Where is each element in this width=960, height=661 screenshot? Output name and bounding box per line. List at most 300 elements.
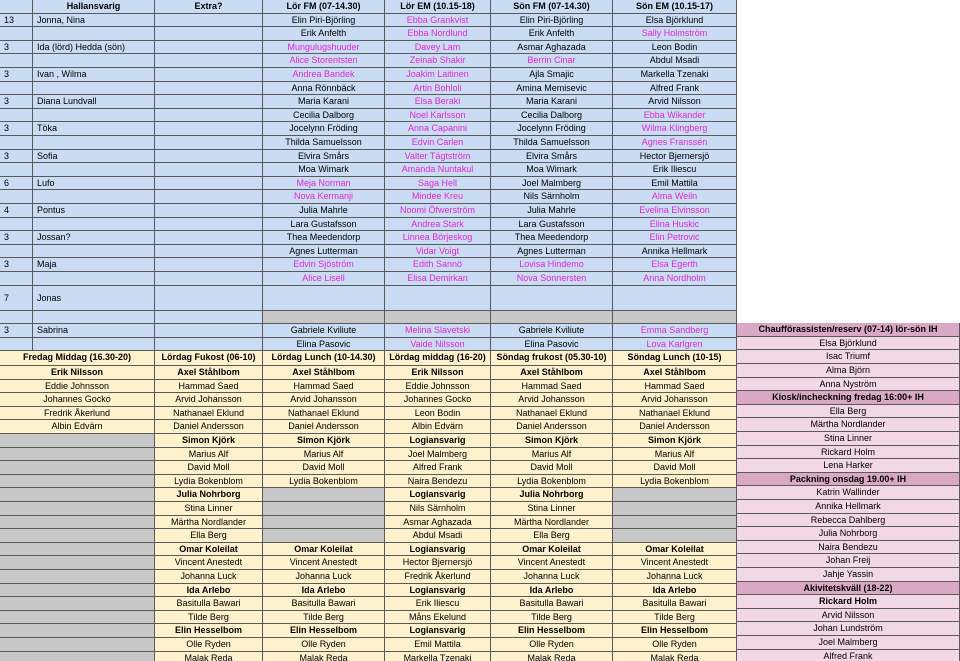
shift-person[interactable]: Elina Huskic xyxy=(613,218,737,232)
task-person[interactable]: Rickard Holm xyxy=(737,595,960,609)
hallansvarig-name[interactable] xyxy=(33,338,155,352)
extra-cell[interactable] xyxy=(155,27,263,41)
meal-person[interactable]: Vincent Anestedt xyxy=(155,556,263,570)
shift-person[interactable]: Erik Iliescu xyxy=(613,163,737,177)
meal-person[interactable]: Albin Edvärn xyxy=(0,420,155,434)
hallansvarig-name[interactable]: Ida (lörd) Hedda (sön) xyxy=(33,41,155,55)
meal-person[interactable]: Ida Arlebo xyxy=(263,584,385,598)
task-person[interactable]: Julia Nohrborg xyxy=(737,527,960,541)
meal-person[interactable]: Marius Alf xyxy=(491,448,613,462)
task-header[interactable]: Akivitetskväll (18-22) xyxy=(737,582,960,596)
meal-person[interactable]: Vincent Anestedt xyxy=(263,556,385,570)
task-person[interactable]: Märtha Nordlander xyxy=(737,418,960,432)
shift-person[interactable]: Alice Storentsten xyxy=(263,54,385,68)
meal-person[interactable]: Daniel Andersson xyxy=(155,420,263,434)
shift-person[interactable]: Elsa Beraki xyxy=(385,95,491,109)
shift-person[interactable]: Cecilia Dalborg xyxy=(263,109,385,123)
hallansvarig-name[interactable]: Diana Lundvall xyxy=(33,95,155,109)
extra-cell[interactable] xyxy=(155,338,263,352)
header-column[interactable]: Extra? xyxy=(155,0,263,14)
meal-person[interactable]: Logiansvarig xyxy=(385,624,491,638)
shift-person[interactable]: Mungulugshuuder xyxy=(263,41,385,55)
meal-person[interactable] xyxy=(0,461,155,475)
group-number[interactable] xyxy=(0,338,33,352)
meal-person[interactable]: Albin Edvärn xyxy=(385,420,491,434)
header-column[interactable]: Sön EM (10.15-17) xyxy=(613,0,737,14)
shift-person[interactable]: Emil Mattila xyxy=(613,177,737,191)
meal-person[interactable]: Simon Kjörk xyxy=(263,434,385,448)
meal-person[interactable]: Daniel Andersson xyxy=(491,420,613,434)
meal-person[interactable]: Basitulla Bawari xyxy=(613,597,737,611)
blank-area[interactable] xyxy=(737,0,960,323)
task-person[interactable]: Lena Harker xyxy=(737,459,960,473)
shift-person[interactable] xyxy=(491,311,613,325)
group-number[interactable]: 3 xyxy=(0,150,33,164)
meal-person[interactable]: Nathanael Eklund xyxy=(263,407,385,421)
extra-cell[interactable] xyxy=(155,95,263,109)
task-person[interactable]: Joel Malmberg xyxy=(737,636,960,650)
hallansvarig-name[interactable]: Lufo xyxy=(33,177,155,191)
group-number[interactable] xyxy=(0,54,33,68)
shift-person[interactable]: Elisa Demirkan xyxy=(385,272,491,286)
shift-person[interactable]: Agnes Lutterman xyxy=(491,245,613,259)
group-number[interactable]: 6 xyxy=(0,177,33,191)
meal-person[interactable]: Tilde Berg xyxy=(491,611,613,625)
meal-person[interactable]: Elin Hesselbom xyxy=(491,624,613,638)
meal-person[interactable]: Omar Koleilat xyxy=(155,543,263,557)
meal-person[interactable] xyxy=(0,543,155,557)
shift-person[interactable]: Alma Weiln xyxy=(613,190,737,204)
task-person[interactable]: Johan Lundström xyxy=(737,622,960,636)
meal-person[interactable]: Julia Nohrborg xyxy=(491,488,613,502)
meal-person[interactable]: Ella Berg xyxy=(491,529,613,543)
shift-person[interactable]: Maria Karani xyxy=(491,95,613,109)
meal-person[interactable]: Johanna Luck xyxy=(263,570,385,584)
meal-person[interactable] xyxy=(263,516,385,530)
meal-person[interactable]: Nathanael Eklund xyxy=(613,407,737,421)
header-column[interactable]: Lör EM (10.15-18) xyxy=(385,0,491,14)
meal-person[interactable]: Olle Ryden xyxy=(263,638,385,652)
hallansvarig-name[interactable]: Pontus xyxy=(33,204,155,218)
hallansvarig-name[interactable] xyxy=(33,218,155,232)
meal-person[interactable]: Alfred Frank xyxy=(385,461,491,475)
shift-person[interactable] xyxy=(491,286,613,311)
task-person[interactable]: Alma Björn xyxy=(737,364,960,378)
shift-person[interactable]: Vidar Voigt xyxy=(385,245,491,259)
extra-cell[interactable] xyxy=(155,324,263,338)
extra-cell[interactable] xyxy=(155,258,263,272)
meal-header[interactable]: Lördag Fukost (06-10) xyxy=(155,351,263,366)
meal-person[interactable]: Nathanael Eklund xyxy=(155,407,263,421)
meal-person[interactable]: Hammad Saed xyxy=(491,380,613,394)
shift-person[interactable]: Edith Sannö xyxy=(385,258,491,272)
hallansvarig-name[interactable]: Sabrina xyxy=(33,324,155,338)
meal-person[interactable] xyxy=(0,570,155,584)
extra-cell[interactable] xyxy=(155,286,263,311)
shift-person[interactable]: Joel Malmberg xyxy=(491,177,613,191)
meal-person[interactable]: Marius Alf xyxy=(155,448,263,462)
meal-person[interactable]: Omar Koleilat xyxy=(263,543,385,557)
meal-person[interactable]: Johanna Luck xyxy=(491,570,613,584)
meal-person[interactable]: Marius Alf xyxy=(613,448,737,462)
hallansvarig-name[interactable] xyxy=(33,136,155,150)
meal-header[interactable]: Lördag Lunch (10-14.30) xyxy=(263,351,385,366)
meal-person[interactable]: Hector Bjernersjö xyxy=(385,556,491,570)
meal-person[interactable]: Erik Iliescu xyxy=(385,597,491,611)
meal-person[interactable]: Ida Arlebo xyxy=(613,584,737,598)
meal-person[interactable] xyxy=(263,502,385,516)
hallansvarig-name[interactable] xyxy=(33,190,155,204)
meal-person[interactable]: Fredrik Åkerlund xyxy=(0,407,155,421)
group-number[interactable]: 4 xyxy=(0,204,33,218)
meal-person[interactable]: Erik Nilsson xyxy=(385,366,491,380)
meal-header[interactable]: Söndag Lunch (10-15) xyxy=(613,351,737,366)
hallansvarig-name[interactable]: Maja xyxy=(33,258,155,272)
group-number[interactable]: 3 xyxy=(0,231,33,245)
shift-person[interactable]: Moa Wimark xyxy=(263,163,385,177)
meal-person[interactable] xyxy=(0,556,155,570)
shift-person[interactable]: Amina Memisevic xyxy=(491,82,613,96)
meal-person[interactable]: Hammad Saed xyxy=(155,380,263,394)
shift-person[interactable]: Elvira Smårs xyxy=(263,150,385,164)
meal-person[interactable]: Axel Ståhlbom xyxy=(263,366,385,380)
meal-person[interactable]: Arvid Johansson xyxy=(491,393,613,407)
meal-person[interactable]: Nils Särnholm xyxy=(385,502,491,516)
meal-person[interactable] xyxy=(0,475,155,489)
shift-person[interactable]: Meja Norman xyxy=(263,177,385,191)
task-header[interactable]: Packning onsdag 19.00+ IH xyxy=(737,473,960,487)
meal-person[interactable]: Axel Ståhlbom xyxy=(613,366,737,380)
hallansvarig-name[interactable]: Sofia xyxy=(33,150,155,164)
meal-person[interactable] xyxy=(613,529,737,543)
shift-person[interactable]: Wilma Klingberg xyxy=(613,122,737,136)
shift-person[interactable]: Asmar Aghazada xyxy=(491,41,613,55)
meal-person[interactable]: David Moll xyxy=(613,461,737,475)
shift-person[interactable]: Berrin Cinar xyxy=(491,54,613,68)
extra-cell[interactable] xyxy=(155,54,263,68)
meal-person[interactable]: Olle Ryden xyxy=(613,638,737,652)
meal-person[interactable]: Nathanael Eklund xyxy=(491,407,613,421)
meal-person[interactable]: Tilde Berg xyxy=(613,611,737,625)
meal-person[interactable]: Asmar Aghazada xyxy=(385,516,491,530)
shift-person[interactable]: Jocelynn Fröding xyxy=(491,122,613,136)
hallansvarig-name[interactable]: Ivan , Wilma xyxy=(33,68,155,82)
group-number[interactable]: 3 xyxy=(0,324,33,338)
hallansvarig-name[interactable] xyxy=(33,245,155,259)
meal-person[interactable]: Johannes Gocko xyxy=(0,393,155,407)
meal-person[interactable] xyxy=(0,584,155,598)
shift-person[interactable]: Nils Särnholm xyxy=(491,190,613,204)
meal-person[interactable]: Ida Arlebo xyxy=(155,584,263,598)
shift-person[interactable]: Elvira Smårs xyxy=(491,150,613,164)
meal-person[interactable] xyxy=(613,488,737,502)
shift-person[interactable]: Abdul Msadi xyxy=(613,54,737,68)
hallansvarig-name[interactable]: Jossan? xyxy=(33,231,155,245)
shift-person[interactable] xyxy=(263,286,385,311)
shift-person[interactable]: Andrea Stark xyxy=(385,218,491,232)
shift-person[interactable]: Zeinab Shakir xyxy=(385,54,491,68)
meal-person[interactable]: Daniel Andersson xyxy=(613,420,737,434)
extra-cell[interactable] xyxy=(155,150,263,164)
meal-person[interactable] xyxy=(613,516,737,530)
shift-person[interactable] xyxy=(385,311,491,325)
shift-person[interactable]: Edvin Sjöström xyxy=(263,258,385,272)
task-person[interactable]: Jahje Yassin xyxy=(737,568,960,582)
shift-person[interactable]: Linnea Börjeskog xyxy=(385,231,491,245)
task-person[interactable]: Alfred Frank xyxy=(737,650,960,661)
meal-person[interactable]: Omar Koleilat xyxy=(491,543,613,557)
extra-cell[interactable] xyxy=(155,136,263,150)
meal-person[interactable]: David Moll xyxy=(491,461,613,475)
shift-person[interactable]: Melina Slavetski xyxy=(385,324,491,338)
shift-person[interactable]: Agnes Lutterman xyxy=(263,245,385,259)
meal-person[interactable]: Omar Koleilat xyxy=(613,543,737,557)
shift-person[interactable]: Sally Holmström xyxy=(613,27,737,41)
shift-person[interactable]: Alfred Frank xyxy=(613,82,737,96)
shift-person[interactable]: Elina Pasovic xyxy=(491,338,613,352)
task-person[interactable]: Isac Triumf xyxy=(737,350,960,364)
meal-person[interactable]: Lydia Bokenblom xyxy=(263,475,385,489)
meal-person[interactable]: Axel Ståhlbom xyxy=(155,366,263,380)
extra-cell[interactable] xyxy=(155,272,263,286)
header-column[interactable]: Sön FM (07-14.30) xyxy=(491,0,613,14)
shift-person[interactable]: Amanda Nuntakul xyxy=(385,163,491,177)
meal-person[interactable]: Lydia Bokenblom xyxy=(155,475,263,489)
shift-person[interactable]: Elin Piri-Björling xyxy=(491,14,613,28)
meal-person[interactable]: Malak Reda xyxy=(491,652,613,661)
shift-person[interactable]: Elsa Egerth xyxy=(613,258,737,272)
meal-person[interactable]: Märtha Nordlander xyxy=(491,516,613,530)
meal-person[interactable] xyxy=(0,516,155,530)
meal-person[interactable]: Emil Mattila xyxy=(385,638,491,652)
meal-person[interactable]: Johannes Gocko xyxy=(385,393,491,407)
meal-person[interactable]: Marius Alf xyxy=(263,448,385,462)
meal-person[interactable]: Lydia Bokenblom xyxy=(491,475,613,489)
meal-person[interactable]: Stina Linner xyxy=(155,502,263,516)
shift-person[interactable]: Andrea Bandek xyxy=(263,68,385,82)
task-header[interactable]: Kiosk/incheckning fredag 16:00+ IH xyxy=(737,391,960,405)
meal-person[interactable] xyxy=(263,488,385,502)
hallansvarig-name[interactable]: Jonas xyxy=(33,286,155,311)
group-number[interactable]: 13 xyxy=(0,14,33,28)
extra-cell[interactable] xyxy=(155,311,263,325)
shift-person[interactable]: Markella Tzenaki xyxy=(613,68,737,82)
meal-person[interactable]: Basitulla Bawari xyxy=(491,597,613,611)
meal-person[interactable]: Eddie Johnsson xyxy=(385,380,491,394)
meal-person[interactable]: Arvid Johansson xyxy=(613,393,737,407)
shift-person[interactable] xyxy=(613,286,737,311)
shift-person[interactable]: Noomi Öfwerström xyxy=(385,204,491,218)
meal-person[interactable]: Måns Ekelund xyxy=(385,611,491,625)
shift-person[interactable]: Edvin Carlen xyxy=(385,136,491,150)
meal-person[interactable]: Markella Tzenaki xyxy=(385,652,491,661)
meal-person[interactable]: Johanna Luck xyxy=(155,570,263,584)
hallansvarig-name[interactable] xyxy=(33,272,155,286)
shift-person[interactable]: Lovisa Hindemo xyxy=(491,258,613,272)
shift-person[interactable] xyxy=(263,311,385,325)
shift-person[interactable]: Julia Mahrle xyxy=(263,204,385,218)
shift-person[interactable]: Joakim Laitinen xyxy=(385,68,491,82)
shift-person[interactable]: Thea Meedendorp xyxy=(263,231,385,245)
extra-cell[interactable] xyxy=(155,41,263,55)
group-number[interactable] xyxy=(0,163,33,177)
header-hallansvarig[interactable]: Hallansvarig xyxy=(33,0,155,14)
meal-person[interactable]: Tilde Berg xyxy=(155,611,263,625)
meal-person[interactable] xyxy=(0,448,155,462)
meal-person[interactable]: Fredrik Åkerlund xyxy=(385,570,491,584)
shift-person[interactable]: Erik Anfelth xyxy=(263,27,385,41)
shift-person[interactable]: Agnes Franssén xyxy=(613,136,737,150)
group-number[interactable]: 3 xyxy=(0,95,33,109)
group-number[interactable] xyxy=(0,27,33,41)
shift-person[interactable]: Vaide Nilsson xyxy=(385,338,491,352)
shift-person[interactable]: Jocelynn Fröding xyxy=(263,122,385,136)
extra-cell[interactable] xyxy=(155,14,263,28)
meal-person[interactable]: Logiansvarig xyxy=(385,543,491,557)
meal-person[interactable]: Julia Nohrborg xyxy=(155,488,263,502)
shift-person[interactable]: Anna Nordholm xyxy=(613,272,737,286)
hallansvarig-name[interactable] xyxy=(33,109,155,123)
shift-person[interactable]: Nova Sonnersten xyxy=(491,272,613,286)
meal-person[interactable] xyxy=(0,624,155,638)
shift-person[interactable] xyxy=(613,311,737,325)
shift-person[interactable]: Alice Lisell xyxy=(263,272,385,286)
task-person[interactable]: Rickard Holm xyxy=(737,446,960,460)
task-person[interactable]: Naira Bendezu xyxy=(737,541,960,555)
shift-person[interactable]: Elin Petrovic xyxy=(613,231,737,245)
shift-person[interactable]: Thea Meedendorp xyxy=(491,231,613,245)
group-number[interactable] xyxy=(0,109,33,123)
meal-person[interactable]: Hammad Saed xyxy=(263,380,385,394)
task-person[interactable]: Katrin Wallinder xyxy=(737,486,960,500)
shift-person[interactable]: Leon Bodin xyxy=(613,41,737,55)
meal-person[interactable]: Tilde Berg xyxy=(263,611,385,625)
task-person[interactable]: Ella Berg xyxy=(737,405,960,419)
shift-person[interactable]: Anna Capanini xyxy=(385,122,491,136)
shift-person[interactable]: Ebba Wikander xyxy=(613,109,737,123)
task-header[interactable]: Chaufförassisten/reserv (07-14) lör-sön IH xyxy=(737,323,960,337)
group-number[interactable]: 3 xyxy=(0,122,33,136)
meal-person[interactable] xyxy=(0,597,155,611)
shift-person[interactable]: Ebba Grankvist xyxy=(385,14,491,28)
group-number[interactable] xyxy=(0,190,33,204)
group-number[interactable]: 3 xyxy=(0,258,33,272)
group-number[interactable]: 3 xyxy=(0,41,33,55)
task-person[interactable]: Anna Nyström xyxy=(737,378,960,392)
extra-cell[interactable] xyxy=(155,177,263,191)
meal-person[interactable] xyxy=(0,434,155,448)
header-column[interactable]: Lör FM (07-14.30) xyxy=(263,0,385,14)
shift-person[interactable]: Annika Hellmark xyxy=(613,245,737,259)
hallansvarig-name[interactable] xyxy=(33,311,155,325)
shift-person[interactable]: Mindee Kreu xyxy=(385,190,491,204)
extra-cell[interactable] xyxy=(155,68,263,82)
extra-cell[interactable] xyxy=(155,231,263,245)
meal-person[interactable]: Ella Berg xyxy=(155,529,263,543)
meal-person[interactable]: Basitulla Bawari xyxy=(263,597,385,611)
shift-person[interactable]: Gabriele Kviliute xyxy=(263,324,385,338)
meal-header[interactable]: Fredag Middag (16.30-20) xyxy=(0,351,155,366)
shift-person[interactable]: Ajla Smajic xyxy=(491,68,613,82)
shift-person[interactable]: Elin Piri-Björling xyxy=(263,14,385,28)
shift-person[interactable]: Lova Karlgren xyxy=(613,338,737,352)
hallansvarig-name[interactable] xyxy=(33,163,155,177)
extra-cell[interactable] xyxy=(155,218,263,232)
meal-person[interactable]: David Moll xyxy=(263,461,385,475)
shift-person[interactable]: Ebba Nordlund xyxy=(385,27,491,41)
shift-person[interactable]: Valter Tägtström xyxy=(385,150,491,164)
meal-person[interactable]: Daniel Andersson xyxy=(263,420,385,434)
meal-person[interactable]: Arvid Johansson xyxy=(155,393,263,407)
task-person[interactable]: Stina Linner xyxy=(737,432,960,446)
group-number[interactable] xyxy=(0,136,33,150)
shift-person[interactable]: Cecilia Dalborg xyxy=(491,109,613,123)
extra-cell[interactable] xyxy=(155,122,263,136)
meal-person[interactable]: Logiansvarig xyxy=(385,584,491,598)
extra-cell[interactable] xyxy=(155,204,263,218)
hallansvarig-name[interactable] xyxy=(33,54,155,68)
shift-person[interactable]: Emma Sandberg xyxy=(613,324,737,338)
meal-person[interactable]: Joel Malmberg xyxy=(385,448,491,462)
meal-person[interactable]: Lydia Bokenblom xyxy=(613,475,737,489)
meal-person[interactable]: Simon Kjörk xyxy=(491,434,613,448)
meal-person[interactable]: Malak Reda xyxy=(613,652,737,661)
meal-person[interactable] xyxy=(0,638,155,652)
task-person[interactable]: Annika Hellmark xyxy=(737,500,960,514)
meal-person[interactable]: Eddie Johnsson xyxy=(0,380,155,394)
group-number[interactable]: 7 xyxy=(0,286,33,311)
shift-person[interactable]: Artin Bohloli xyxy=(385,82,491,96)
shift-person[interactable]: Thilda Samuelsson xyxy=(491,136,613,150)
meal-person[interactable]: Basitulla Bawari xyxy=(155,597,263,611)
hallansvarig-name[interactable] xyxy=(33,82,155,96)
shift-person[interactable]: Anna Rönnbäck xyxy=(263,82,385,96)
meal-person[interactable]: David Moll xyxy=(155,461,263,475)
group-number[interactable] xyxy=(0,82,33,96)
header-number[interactable] xyxy=(0,0,33,14)
shift-person[interactable]: Saga Hell xyxy=(385,177,491,191)
meal-person[interactable] xyxy=(263,529,385,543)
task-person[interactable]: Johan Freij xyxy=(737,554,960,568)
group-number[interactable] xyxy=(0,272,33,286)
meal-person[interactable]: Hammad Saed xyxy=(613,380,737,394)
group-number[interactable] xyxy=(0,311,33,325)
shift-person[interactable]: Nova Kermanji xyxy=(263,190,385,204)
extra-cell[interactable] xyxy=(155,190,263,204)
meal-person[interactable]: Ida Arlebo xyxy=(491,584,613,598)
extra-cell[interactable] xyxy=(155,109,263,123)
meal-person[interactable]: Logiansvarig xyxy=(385,488,491,502)
shift-person[interactable]: Thilda Samuelsson xyxy=(263,136,385,150)
meal-person[interactable]: Simon Kjörk xyxy=(613,434,737,448)
shift-person[interactable]: Elsa Björklund xyxy=(613,14,737,28)
task-person[interactable]: Arvid Nilsson xyxy=(737,609,960,623)
shift-person[interactable]: Lara Gustafsson xyxy=(263,218,385,232)
shift-person[interactable]: Davey Lam xyxy=(385,41,491,55)
group-number[interactable] xyxy=(0,218,33,232)
group-number[interactable] xyxy=(0,245,33,259)
shift-person[interactable]: Moa Wimark xyxy=(491,163,613,177)
meal-person[interactable]: Erik Nilsson xyxy=(0,366,155,380)
meal-person[interactable]: Naira Bendezu xyxy=(385,475,491,489)
meal-header[interactable]: Söndag frukost (05.30-10) xyxy=(491,351,613,366)
meal-person[interactable]: Johanna Luck xyxy=(613,570,737,584)
shift-person[interactable]: Gabriele Kviliute xyxy=(491,324,613,338)
meal-person[interactable] xyxy=(0,529,155,543)
meal-person[interactable]: Olle Ryden xyxy=(155,638,263,652)
meal-person[interactable]: Logiansvarig xyxy=(385,434,491,448)
meal-person[interactable]: Simon Kjörk xyxy=(155,434,263,448)
